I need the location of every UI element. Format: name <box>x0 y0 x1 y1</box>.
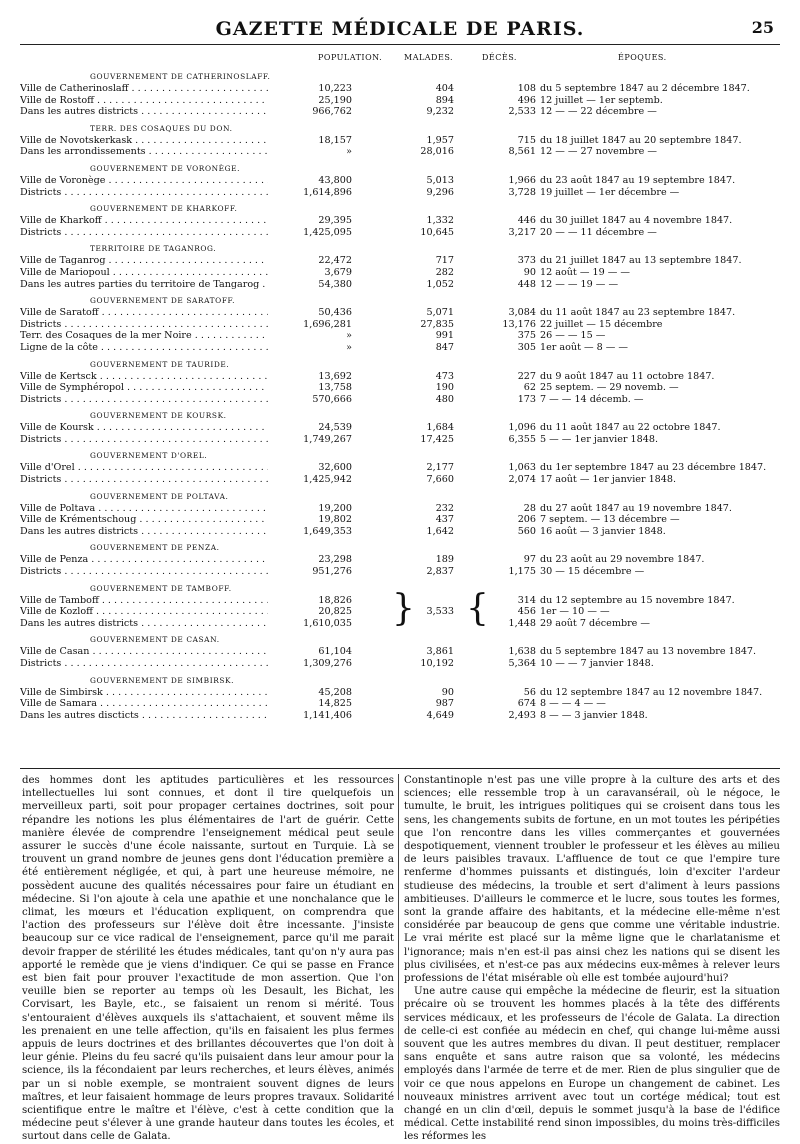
row-deces: 90 <box>523 266 536 278</box>
table-row <box>20 175 780 187</box>
table-row <box>20 687 780 699</box>
row-epoque: du 12 septembre 1847 au 12 novembre 1847. <box>540 686 763 698</box>
table-row <box>20 83 780 95</box>
table-row <box>20 342 780 354</box>
row-deces: 173 <box>517 393 536 405</box>
government-heading <box>20 118 780 135</box>
row-name: Districts . . . <box>20 227 320 239</box>
government-heading-label: GOUVERNEMENT DE TAURIDE. <box>90 359 230 369</box>
col-epoques: ÉPOQUES. <box>618 53 667 62</box>
row-malades: 1,642 <box>426 525 454 537</box>
row-malades: 3,533 <box>426 606 454 618</box>
table-row <box>20 526 780 538</box>
row-malades: 9,232 <box>426 106 454 118</box>
row-deces: 3,217 <box>508 226 536 238</box>
row-malades: 991 <box>435 330 454 342</box>
row-population: 45,208 <box>268 687 352 699</box>
row-name: Districts . . . <box>20 434 320 446</box>
row-deces: 314 <box>517 594 536 606</box>
row-deces: 1,448 <box>508 617 536 629</box>
table-row <box>20 394 780 406</box>
row-malades: 1,684 <box>426 422 454 434</box>
row-epoque: 16 août — 3 janvier 1848. <box>540 525 666 537</box>
row-population: 22,472 <box>268 255 352 267</box>
row-epoque: 1er août — 8 — — <box>540 341 629 353</box>
row-malades: 9,296 <box>426 186 454 198</box>
right-paragraph-1: Constantinople n'est pas une ville propre à la culture des arts et des sciences; elle ressemble trop à un caravansérail, où le négoce, le tumulte, le bruit, les intrigues politiques qui se croisent dans tous les sens, les changements subits de fortune, en un mot toutes les péripéties que l'on rencontre dans les villes commerçantes et gouvernées despotiquement, viennent troubler le professeur et les élèves au milieu de leurs paisibles travaux. L'affluence de tout ce que l'empire ture renferme d'hommes puissants et distingués, loin d'exciter l'ardeur studieuse des médecins, la trouble et sert d'aliment à leurs passions ambitieuses. D'ailleurs le commerce et le lucre, sous toutes les formes, sont la grande affaire des habitants, et la médecine elle-même n'est considérée par beaucoup de gens que comme une véritable industrie. Le vrai mérite est placé sur la même ligne que le charlatanisme et l'ignorance; mais n'en est-il pas ainsi chez les nations qui se disent les plus civilisées, et n'est-ce pas aux médecins eux-mêmes à relever leurs professions de l'état misérable où elle est tombée aujourd'hui? <box>404 775 780 985</box>
table-row <box>20 434 780 446</box>
government-heading-label: GOUVERNEMENT DE VORONÈGE. <box>90 163 241 173</box>
row-epoque: du 12 septembre au 15 novembre 1847. <box>540 594 735 606</box>
row-name: Ville de Novotskerkask . . . <box>20 135 320 147</box>
row-deces: 2,533 <box>508 106 536 118</box>
cholera-statistics-table <box>20 66 780 721</box>
row-population: 1,309,276 <box>268 658 352 670</box>
row-epoque: du 18 juillet 1847 au 20 septembre 1847. <box>540 134 742 146</box>
row-malades: 2,837 <box>426 566 454 578</box>
row-epoque: 5 — — 1er janvier 1848. <box>540 433 658 445</box>
row-name: Ville de Poltava . . . <box>20 503 320 515</box>
row-population: 13,692 <box>268 371 352 383</box>
table-row <box>20 371 780 383</box>
row-population: 19,802 <box>268 514 352 526</box>
government-heading <box>20 158 780 175</box>
row-name: Districts . . . <box>20 394 320 406</box>
government-heading-label: GOUVERNEMENT DE SIMBIRSK. <box>90 675 235 685</box>
col-malades: MALADES. <box>404 53 454 62</box>
row-epoque: 19 juillet — 1er décembre — <box>540 186 680 198</box>
row-epoque: 26 — — 15 — <box>540 330 606 342</box>
tamboff-brace-left: { <box>466 588 489 629</box>
row-deces: 108 <box>517 83 536 94</box>
row-malades: 3,861 <box>426 646 454 658</box>
row-epoque: du 23 août au 29 novembre 1847. <box>540 554 705 566</box>
row-deces: 62 <box>523 382 536 394</box>
row-epoque: du 5 septembre 1847 au 13 novembre 1847. <box>540 646 757 658</box>
left-paragraph: des hommes dont les aptitudes particulières et les ressources intellectuelles lui sont connues, et dont il tire quelquefois un merveilleux parti, soit pour propager certaines doctrines, soit pour répandre les notions les plus élémentaires de l'art de guérir. Cette manière élevée de comprendre l'enseignement médical peut seule assurer le succès d'une école naissante, surtout en Turquie. Là se trouvent un grand nombre de jeunes gens dont l'éducation première a été entièrement négligée, et qui, à part une heureuse mémoire, ne possèdent aucune des qualités nécessaires pour faire un étudiant en médecine. Si l'on ajoute à cela une apathie et une nonchalance que le climat, les mœurs et l'éducation expliquent, on comprendra que l'action des professeurs sur l'élève doit être incessante. J'insiste beaucoup sur ce vice radical de l'enseignement, parce qu'il me parait devoir frapper de stérilité les études médicales, tant qu'on n'y aura pas apporté le remède que je viens d'indiquer. Ce qui se passe en France est bien fait pour prouver l'exactitude de mon assertion. Que l'on veuille bien se reporter au temps où les Desault, les Bichat, les Corvisart, les Bayle, etc., se faisaient un renom si mérité. Tous s'entouraient d'élèves auxquels ils s'attachaient, et souvent même ils les prenaient en une telle affection, qu'ils en faisaient les plus fermes appuis de leurs doctrines et des brillantes découvertes que l'on doit à leur génie. Pleins du feu sacré qu'ils puisaient dans leur amour pour la science, ils la fécondaient par leurs recherches, et leurs élèves, animés par un si noble exemple, se montraient souvent dignes de leurs maîtres, et leur faisaient hommage de leurs propres travaux. Solidarité scientifique entre le maître et l'élève, c'est à cette condition que la médecine peut s'élever à une grande hauteur dans toutes les écoles, et surtout dans celle de Galata. <box>22 775 394 1143</box>
col-deces: DÉCÈS. <box>482 53 517 62</box>
row-name: Ville de Kertsck . . . <box>20 371 320 383</box>
table-row <box>20 95 780 107</box>
row-population: 966,762 <box>268 106 352 118</box>
government-heading-label: GOUVERNEMENT DE CASAN. <box>90 635 220 645</box>
row-name: Ville de Casan . . . <box>20 646 320 658</box>
row-name: Dans les autres discticts . . . <box>20 710 320 722</box>
row-name: Ville de Rostoff . . . <box>20 95 320 107</box>
government-heading <box>20 445 780 462</box>
row-malades: 7,660 <box>426 474 454 486</box>
article-right-column <box>404 774 780 1144</box>
row-name: Ville de Catherinoslaff . . . <box>20 83 320 95</box>
right-paragraph-2: Une autre cause qui empêche la médecine de fleurir, est la situation précaire où se trouvent les hommes placés à la tête des différents services médicaux, et les professeurs de l'école de Galata. La direction de celle-ci est confiée au médecin en chef, qui change lui-même aussi souvent que les autres membres du divan. Il peut destituer, remplacer sans enquête et sans autre raison que sa volonté, les médecins employés dans l'armée de terre et de mer. Rien de plus singulier que de voir ce que nous appelons en Europe un changement de cabinet. Les nouveaux ministres arrivent avec tout un cortége médical; tout est changé en un clin d'œil, depuis le sommet jusqu'à la base de l'édifice médical. Cette instabilité rend sinon impossibles, du moins très-difficiles les réformes les <box>404 986 780 1143</box>
table-row <box>20 255 780 267</box>
row-epoque: 12 juillet — 1er septemb. <box>540 94 663 106</box>
row-deces: 1,063 <box>508 462 536 474</box>
row-malades: 27,835 <box>420 318 454 330</box>
row-malades: 1,957 <box>426 134 454 146</box>
journal-title: GAZETTE MÉDICALE DE PARIS. <box>215 18 585 40</box>
table-row <box>20 503 780 515</box>
row-population: 1,425,942 <box>268 474 352 486</box>
government-heading <box>20 238 780 255</box>
row-population: 54,380 <box>268 279 352 291</box>
row-malades: 717 <box>435 255 454 267</box>
row-malades: 404 <box>435 83 454 94</box>
row-deces: 8,561 <box>508 146 536 158</box>
table-row <box>20 279 780 291</box>
row-malades: 5,013 <box>426 174 454 186</box>
row-name: Ville de Voronège . . . <box>20 175 320 187</box>
row-epoque: 1er — 10 — — <box>540 606 610 618</box>
row-population: 24,539 <box>268 422 352 434</box>
row-epoque: 8 — — 4 — — <box>540 698 606 710</box>
row-deces: 456 <box>517 606 536 618</box>
row-epoque: du 21 juillet 1847 au 13 septembre 1847. <box>540 255 742 267</box>
row-population: 25,190 <box>268 95 352 107</box>
row-name: Ville de Krémentschoug . . . <box>20 514 320 526</box>
row-epoque: 20 — — 11 décembre — <box>540 226 657 238</box>
row-deces: 6,355 <box>508 433 536 445</box>
table-row <box>20 710 780 722</box>
row-name: Ville de Mariopoul . . . <box>20 267 320 279</box>
row-epoque: 7 septem. — 13 décembre — <box>540 514 680 526</box>
row-deces: 227 <box>517 370 536 382</box>
row-epoque: 25 septem. — 29 novemb. — <box>540 382 679 394</box>
page-number: 25 <box>751 18 774 37</box>
table-row <box>20 698 780 710</box>
row-malades: 473 <box>435 370 454 382</box>
table-row <box>20 514 780 526</box>
row-population: » <box>268 146 352 158</box>
government-heading-label: GOUVERNEMENT DE POLTAVA. <box>90 491 229 501</box>
government-heading <box>20 537 780 554</box>
row-population: 951,276 <box>268 566 352 578</box>
row-name: Districts . . . <box>20 474 320 486</box>
row-deces: 305 <box>517 341 536 353</box>
row-malades: 10,192 <box>420 658 454 669</box>
row-name: Ville de Symphéropol . . . <box>20 382 320 394</box>
row-population: 1,614,896 <box>268 187 352 199</box>
row-population: 61,104 <box>268 646 352 658</box>
table-row <box>20 462 780 474</box>
row-deces: 1,175 <box>508 566 536 578</box>
row-name: Ville de Saratoff . . . <box>20 307 320 319</box>
row-population: 20,825 <box>268 606 352 618</box>
row-name: Districts . . . <box>20 319 320 331</box>
article-left-column <box>22 774 394 1144</box>
row-epoque: du 5 septembre 1847 au 2 décembre 1847. <box>540 83 750 94</box>
row-population: 10,223 <box>268 83 352 95</box>
row-name: Ville de Penza . . . <box>20 554 320 566</box>
row-name: Ville de Simbirsk . . . <box>20 687 320 699</box>
col-population: POPULATION. <box>318 53 383 62</box>
table-row <box>20 187 780 199</box>
table-row <box>20 658 780 670</box>
government-heading <box>20 486 780 503</box>
row-malades: 90 <box>441 686 454 698</box>
row-malades: 847 <box>435 341 454 353</box>
row-population: 13,758 <box>268 382 352 394</box>
row-deces: 446 <box>517 215 536 227</box>
row-malades: 17,425 <box>420 433 454 445</box>
row-population: 1,649,353 <box>268 526 352 538</box>
row-population: 1,749,267 <box>268 434 352 446</box>
row-epoque: 10 — — 7 janvier 1848. <box>540 658 654 669</box>
row-population: 50,436 <box>268 307 352 319</box>
row-malades: 1,052 <box>426 278 454 290</box>
row-name: Dans les autres districts . . . <box>20 618 320 630</box>
row-deces: 1,638 <box>508 646 536 658</box>
government-heading-label: GOUVERNEMENT D'OREL. <box>90 451 208 461</box>
row-malades: 282 <box>435 266 454 278</box>
row-deces: 560 <box>517 525 536 537</box>
government-heading-label: TERRITOIRE DE TAGANROG. <box>90 244 217 254</box>
page-header <box>20 16 780 44</box>
row-name: Ville de Kozloff . . . <box>20 606 320 618</box>
row-epoque: 12 — — 27 novembre — <box>540 146 657 158</box>
table-row <box>20 422 780 434</box>
table-row <box>20 646 780 658</box>
row-name: Dans les autres districts . . . <box>20 526 320 538</box>
table-row <box>20 146 780 158</box>
row-epoque: 22 juillet — 15 décembre <box>540 318 663 330</box>
row-epoque: du 30 juillet 1847 au 4 novembre 1847. <box>540 215 733 227</box>
row-deces: 3,728 <box>508 186 536 198</box>
row-malades: 190 <box>435 382 454 394</box>
row-name: Dans les autres districts . . . <box>20 106 320 118</box>
row-population: 19,200 <box>268 503 352 515</box>
government-heading-label: GOUVERNEMENT DE CATHERINOSLAFF. <box>90 72 271 81</box>
row-deces: 3,084 <box>508 307 536 319</box>
government-heading-label: GOUVERNEMENT DE KOURSK. <box>90 411 227 421</box>
row-deces: 674 <box>517 698 536 710</box>
row-epoque: du 11 août 1847 au 22 octobre 1847. <box>540 422 721 434</box>
row-deces: 496 <box>517 94 536 106</box>
table-row <box>20 267 780 279</box>
government-heading-label: GOUVERNEMENT DE SARATOFF. <box>90 296 236 306</box>
table-row <box>20 135 780 147</box>
government-heading <box>20 354 780 371</box>
row-population: 18,826 <box>268 595 352 607</box>
government-heading <box>20 66 780 83</box>
row-population: 570,666 <box>268 394 352 406</box>
row-population: 3,679 <box>268 267 352 279</box>
row-population: 32,600 <box>268 462 352 474</box>
row-population: 23,298 <box>268 554 352 566</box>
table-row <box>20 227 780 239</box>
row-deces: 373 <box>517 255 536 267</box>
row-population: 18,157 <box>268 135 352 147</box>
row-name: Ville de Samara . . . <box>20 698 320 710</box>
table-row <box>20 215 780 227</box>
row-epoque: 12 — — 22 décembre — <box>540 106 657 118</box>
row-malades: 437 <box>435 514 454 526</box>
government-heading <box>20 290 780 307</box>
government-heading-label: GOUVERNEMENT DE KHARKOFF. <box>90 204 238 214</box>
government-heading-label: GOUVERNEMENT DE PENZA. <box>90 543 220 553</box>
row-malades: 480 <box>435 393 454 405</box>
row-epoque: 12 — — 19 — — <box>540 278 619 290</box>
row-name: Ville de Taganrog . . . <box>20 255 320 267</box>
row-epoque: 12 août — 19 — — <box>540 266 630 278</box>
tamboff-brace-right: } <box>392 588 415 629</box>
table-row <box>20 474 780 486</box>
government-heading-label: TERR. DES COSAQUES DU DON. <box>90 123 233 133</box>
header-rule <box>20 44 780 45</box>
government-heading-label: GOUVERNEMENT DE TAMBOFF. <box>90 583 232 593</box>
government-heading <box>20 198 780 215</box>
row-malades: 5,071 <box>426 307 454 319</box>
row-population: 1,425,095 <box>268 227 352 239</box>
row-malades: 189 <box>435 554 454 566</box>
government-heading <box>20 670 780 687</box>
row-name: Districts . . . <box>20 566 320 578</box>
row-epoque: 29 août 7 décembre — <box>540 617 651 629</box>
row-deces: 1,966 <box>508 174 536 186</box>
row-malades: 10,645 <box>420 226 454 238</box>
row-population: 43,800 <box>268 175 352 187</box>
row-epoque: du 27 août 1847 au 19 novembre 1847. <box>540 502 732 514</box>
row-malades: 1,332 <box>426 215 454 227</box>
row-population: 1,696,281 <box>268 319 352 331</box>
table-row <box>20 307 780 319</box>
row-deces: 375 <box>517 330 536 342</box>
row-deces: 97 <box>523 554 536 566</box>
row-name: Dans les arrondissements . . . <box>20 146 320 158</box>
table-bottom-rule <box>20 768 780 769</box>
row-deces: 1,096 <box>508 422 536 434</box>
row-name: Ville de Tamboff . . . <box>20 595 320 607</box>
row-population: 14,825 <box>268 698 352 710</box>
row-population: 29,395 <box>268 215 352 227</box>
row-malades: 4,649 <box>426 709 454 721</box>
row-epoque: 8 — — 3 janvier 1848. <box>540 709 648 721</box>
table-row <box>20 330 780 342</box>
row-epoque: du 11 août 1847 au 23 septembre 1847. <box>540 307 736 319</box>
row-deces: 206 <box>517 514 536 526</box>
table-row <box>20 566 780 578</box>
row-malades: 2,177 <box>426 462 454 474</box>
row-malades: 987 <box>435 698 454 710</box>
row-deces: 2,074 <box>508 474 536 486</box>
row-name: Ville de Koursk . . . <box>20 422 320 434</box>
row-deces: 2,493 <box>508 709 536 721</box>
row-deces: 5,364 <box>508 658 536 669</box>
row-epoque: 17 août — 1er janvier 1848. <box>540 474 677 486</box>
government-heading <box>20 629 780 646</box>
government-heading <box>20 405 780 422</box>
row-name: Districts . . . <box>20 658 320 670</box>
row-name: Ville de Kharkoff . . . <box>20 215 320 227</box>
row-malades: 894 <box>435 94 454 106</box>
row-population: 1,610,035 <box>268 618 352 630</box>
row-epoque: du 9 août 1847 au 11 octobre 1847. <box>540 370 715 382</box>
table-row <box>20 554 780 566</box>
row-epoque: 7 — — 14 décemb. — <box>540 393 644 405</box>
row-population: » <box>268 330 352 342</box>
row-name: Dans les autres parties du territoire de Tangarog . . . <box>20 279 320 291</box>
row-name: Districts . . . <box>20 187 320 199</box>
row-malades: 232 <box>435 502 454 514</box>
row-epoque: 30 — 15 décembre — <box>540 566 645 578</box>
row-name: Ligne de la côte . . . <box>20 342 320 354</box>
row-epoque: du 23 août 1847 au 19 septembre 1847. <box>540 174 736 186</box>
row-population: » <box>268 342 352 354</box>
row-deces: 13,176 <box>502 318 536 330</box>
row-deces: 56 <box>523 686 536 698</box>
row-deces: 28 <box>523 502 536 514</box>
row-deces: 448 <box>517 278 536 290</box>
table-row <box>20 106 780 118</box>
row-epoque: du 1er septembre 1847 au 23 décembre 1847. <box>540 462 767 474</box>
row-malades: 28,016 <box>420 146 454 158</box>
row-deces: 715 <box>517 134 536 146</box>
table-row <box>20 319 780 331</box>
table-row <box>20 382 780 394</box>
row-name: Terr. des Cosaques de la mer Noire . . . <box>20 330 320 342</box>
column-divider <box>398 774 399 1100</box>
row-population: 1,141,406 <box>268 710 352 722</box>
row-name: Ville d'Orel . . . <box>20 462 320 474</box>
